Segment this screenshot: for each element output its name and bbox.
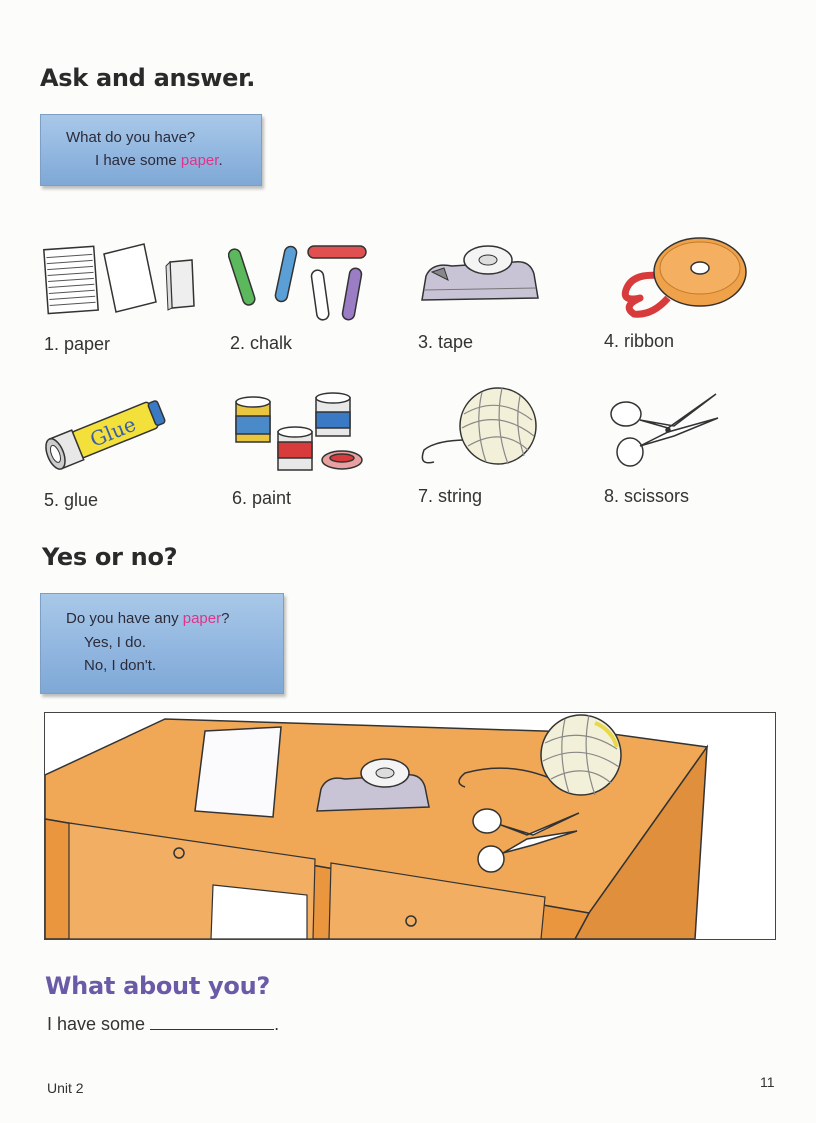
page-number: 11 <box>760 1074 775 1090</box>
dialogue-question-2 <box>66 608 229 630</box>
item-chalk <box>228 238 378 328</box>
item-label-paper: 1. paper <box>44 334 111 354</box>
ribbon-spool-icon <box>612 232 762 322</box>
string-ball-icon <box>416 384 546 474</box>
scissors-icon <box>604 388 734 478</box>
answer-blank[interactable] <box>150 1015 274 1030</box>
dialogue-box-2 <box>40 593 284 694</box>
heading-what-about-you: What about you? <box>45 972 271 1000</box>
heading-yes-or-no: Yes or no? <box>42 543 178 571</box>
sentence-prefix: I have some <box>47 1014 146 1034</box>
question-prefix: Do you have any <box>66 610 183 627</box>
answer-no: No, I don't. <box>84 657 157 674</box>
item-label-string: 7. string <box>418 486 483 506</box>
dialogue-answer <box>95 150 223 172</box>
paper-sheets-icon <box>40 240 200 320</box>
question-highlight: paper <box>182 610 222 627</box>
tape-dispenser-icon <box>418 240 548 310</box>
item-string <box>416 384 546 474</box>
item-scissors <box>604 388 734 478</box>
item-label-glue: 5. glue <box>44 490 99 510</box>
footer-unit: Unit 2 <box>47 1080 84 1096</box>
item-label-tape: 3. tape <box>418 332 474 352</box>
dialogue-question: What do you have? <box>66 129 196 146</box>
question-suffix: ? <box>221 610 230 627</box>
desk-scene-illustration <box>44 712 776 940</box>
heading-ask-and-answer: Ask and answer. <box>40 64 256 92</box>
desk-illustration <box>45 713 775 939</box>
answer-yes: Yes, I do. <box>84 634 146 651</box>
dialogue-box-1 <box>40 114 262 186</box>
paint-pots-icon <box>230 392 370 482</box>
fill-in-sentence <box>47 1014 279 1035</box>
item-tape <box>418 240 548 310</box>
answer-suffix: . <box>218 152 223 169</box>
glue-stick-icon <box>40 390 170 480</box>
item-label-scissors: 8. scissors <box>604 486 690 506</box>
sentence-suffix: . <box>274 1014 280 1034</box>
item-glue <box>40 390 170 480</box>
answer-highlight: paper <box>180 152 219 169</box>
svg-text:Glue: Glue <box>86 411 140 452</box>
chalk-sticks-icon <box>228 238 378 328</box>
item-paper <box>40 240 200 320</box>
answer-prefix: I have some <box>95 152 181 169</box>
item-ribbon <box>612 232 762 322</box>
item-label-paint: 6. paint <box>232 488 292 508</box>
item-label-ribbon: 4. ribbon <box>604 331 675 351</box>
item-label-chalk: 2. chalk <box>230 333 293 353</box>
item-paint <box>230 392 370 482</box>
